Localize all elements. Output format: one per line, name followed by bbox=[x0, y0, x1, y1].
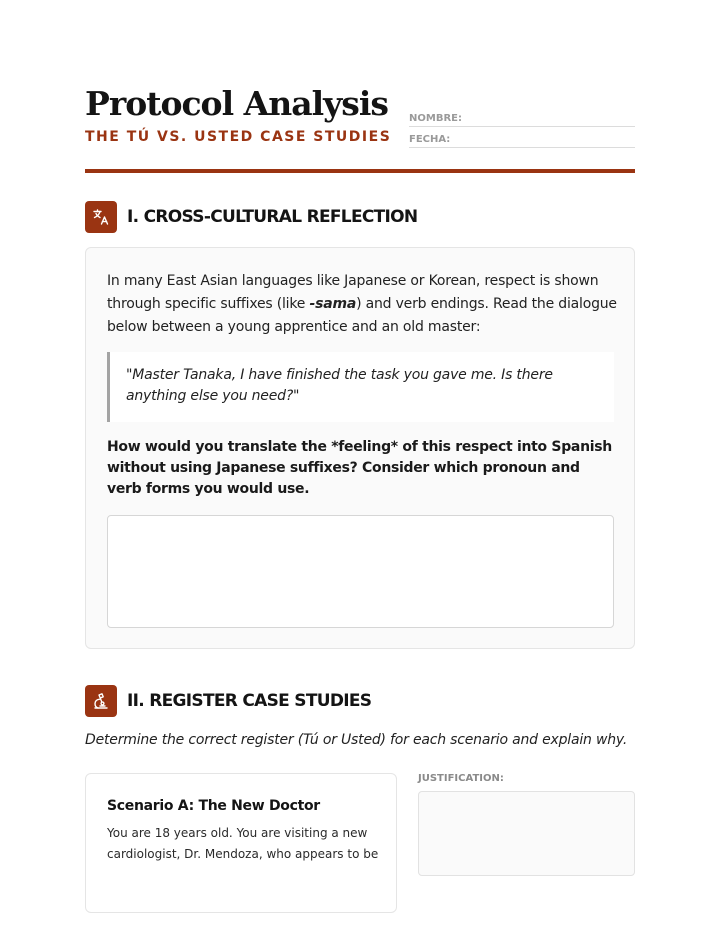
intro-paragraph bbox=[107, 270, 617, 339]
page-subtitle: THE TÚ VS. USTED CASE STUDIES bbox=[85, 129, 392, 145]
reflection-question: How would you translate the *feeling* of this respect into Spanish without using Japanese suffixes? Consider which pronoun and verb forms you would use. bbox=[107, 439, 612, 497]
translate-icon bbox=[85, 201, 117, 233]
section-2-header bbox=[85, 685, 371, 717]
justification-input[interactable] bbox=[418, 791, 635, 876]
date-label: FECHA: bbox=[409, 134, 451, 145]
section-2-instruction: Determine the correct register (Tú or Usted) for each scenario and explain why. bbox=[85, 732, 628, 748]
section-1-header bbox=[85, 201, 417, 233]
name-label: NOMBRE: bbox=[409, 113, 462, 124]
justification-label: JUSTIFICATION: bbox=[418, 773, 504, 784]
scenario-title: Scenario A: The New Doctor bbox=[107, 798, 320, 814]
scenario-text: You are 18 years old. You are visiting a new cardiologist, Dr. Mendoza, who appears to be bbox=[107, 826, 379, 861]
name-field[interactable] bbox=[409, 107, 635, 127]
intro-text-2: ) and verb endings. Read the dialogue below between a young apprentice and an old master: bbox=[107, 296, 617, 335]
intro-emphasis: -sama bbox=[309, 296, 357, 312]
section-1-title: I. CROSS-CULTURAL REFLECTION bbox=[127, 207, 418, 227]
intro-text-1: In many East Asian languages like Japanese or Korean, respect is shown through specific suffixes (like bbox=[107, 273, 599, 312]
header-divider bbox=[85, 169, 635, 173]
dialogue-quote: "Master Tanaka, I have finished the task you gave me. Is there anything else you need?" bbox=[107, 352, 614, 422]
microscope-icon bbox=[85, 685, 117, 717]
page-title: Protocol Analysis bbox=[85, 84, 388, 123]
scenario-card bbox=[85, 773, 397, 913]
date-field[interactable] bbox=[409, 128, 635, 148]
section-2-title: II. REGISTER CASE STUDIES bbox=[127, 691, 372, 711]
reflection-card bbox=[85, 247, 635, 649]
reflection-answer-box[interactable] bbox=[107, 515, 614, 628]
